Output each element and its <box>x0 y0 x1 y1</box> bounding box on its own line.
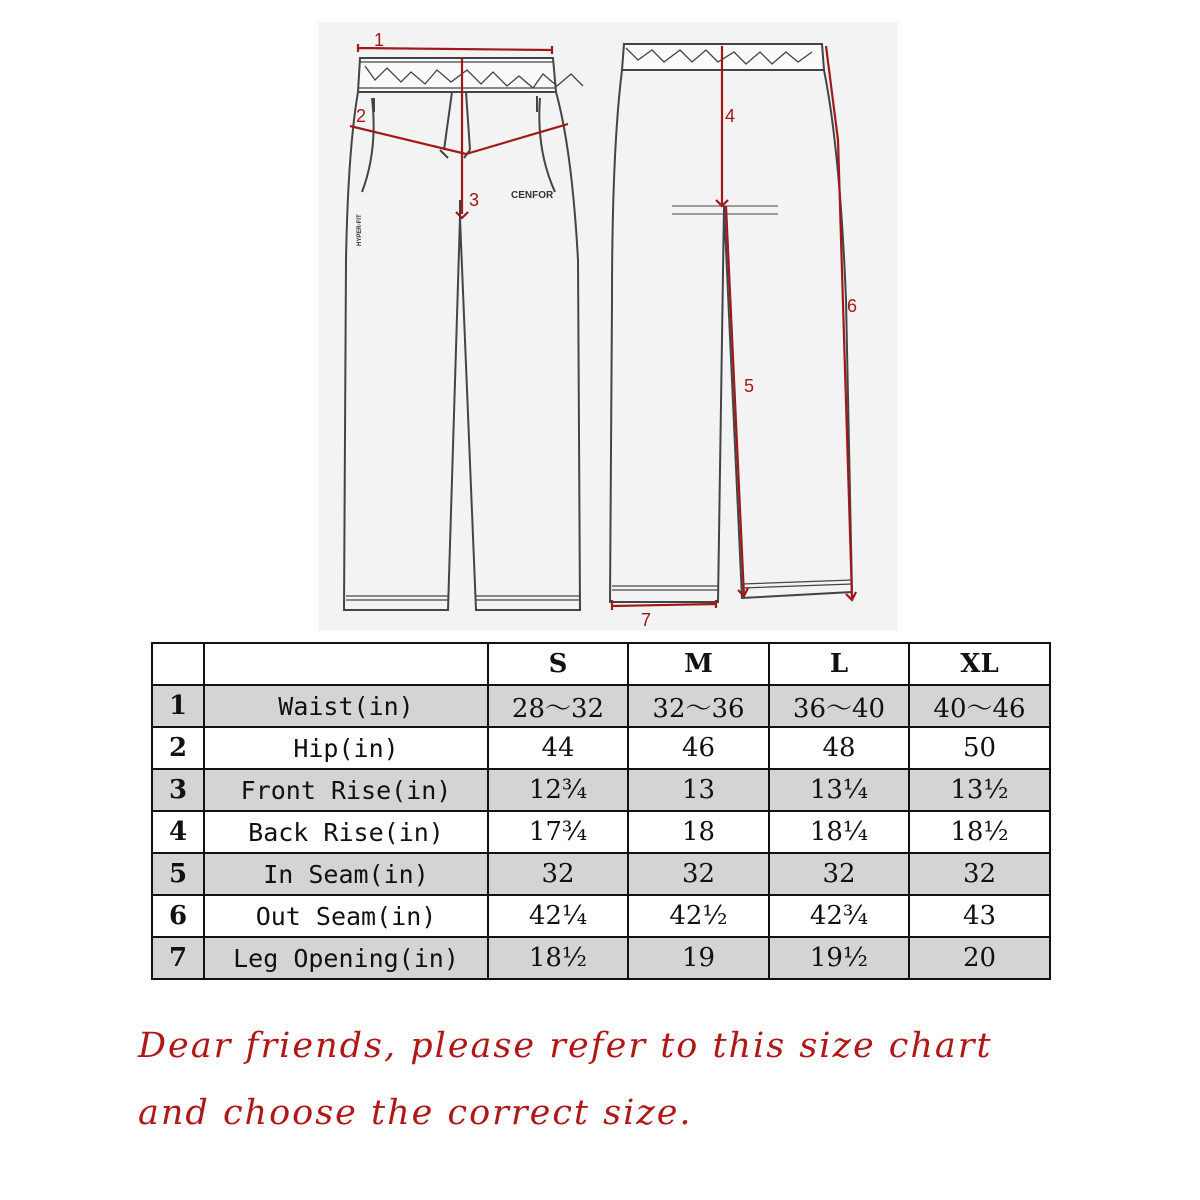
row-label: Waist(in) <box>204 685 488 727</box>
row-value: 13 <box>628 769 769 811</box>
table-row <box>152 853 1050 895</box>
header-cell-m: M <box>628 643 769 685</box>
note-line-1: Dear friends, please refer to this size chart <box>138 1026 993 1066</box>
header-cell-label <box>204 643 488 685</box>
marker-2: 2 <box>356 106 367 126</box>
header-cell-num <box>152 643 204 685</box>
marker-1: 1 <box>374 30 385 50</box>
brand-logo: CENFOR <box>511 190 554 201</box>
table-row <box>152 811 1050 853</box>
row-value: 32 <box>769 853 909 895</box>
row-value: 12¾ <box>488 769 628 811</box>
row-number: 3 <box>152 769 204 811</box>
row-value: 18¼ <box>769 811 909 853</box>
marker-3: 3 <box>469 190 480 210</box>
note-line-2: and choose the correct size. <box>138 1093 693 1133</box>
table-row <box>152 685 1050 727</box>
size-table <box>151 642 1051 980</box>
row-number: 4 <box>152 811 204 853</box>
row-number: 7 <box>152 937 204 979</box>
table-row <box>152 727 1050 769</box>
row-value: 28～32 <box>488 685 628 727</box>
row-value: 46 <box>628 727 769 769</box>
row-value: 32 <box>488 853 628 895</box>
row-value: 42½ <box>628 895 769 937</box>
row-value: 50 <box>909 727 1050 769</box>
row-number: 5 <box>152 853 204 895</box>
row-value: 19 <box>628 937 769 979</box>
row-value: 44 <box>488 727 628 769</box>
row-number: 6 <box>152 895 204 937</box>
marker-7: 7 <box>641 610 652 630</box>
header-cell-xl: XL <box>909 643 1050 685</box>
row-value: 36～40 <box>769 685 909 727</box>
row-value: 43 <box>909 895 1050 937</box>
row-value: 19½ <box>769 937 909 979</box>
header-cell-l: L <box>769 643 909 685</box>
row-value: 18½ <box>488 937 628 979</box>
row-label: Hip(in) <box>204 727 488 769</box>
table-row <box>152 895 1050 937</box>
row-value: 17¾ <box>488 811 628 853</box>
header-cell-s: S <box>488 643 628 685</box>
table-row <box>152 937 1050 979</box>
row-label: Leg Opening(in) <box>204 937 488 979</box>
row-number: 2 <box>152 727 204 769</box>
row-value: 48 <box>769 727 909 769</box>
row-value: 32 <box>909 853 1050 895</box>
side-print-text: HYPER-FIT <box>357 214 363 246</box>
row-label: In Seam(in) <box>204 853 488 895</box>
row-value: 18 <box>628 811 769 853</box>
row-value: 18½ <box>909 811 1050 853</box>
row-label: Out Seam(in) <box>204 895 488 937</box>
row-label: Front Rise(in) <box>204 769 488 811</box>
row-value: 32 <box>628 853 769 895</box>
row-label: Back Rise(in) <box>204 811 488 853</box>
row-value: 40～46 <box>909 685 1050 727</box>
marker-6: 6 <box>847 296 858 316</box>
row-number: 1 <box>152 685 204 727</box>
row-value: 32～36 <box>628 685 769 727</box>
marker-5: 5 <box>744 376 755 396</box>
row-value: 13¼ <box>769 769 909 811</box>
row-value: 20 <box>909 937 1050 979</box>
row-value: 42¾ <box>769 895 909 937</box>
row-value: 42¼ <box>488 895 628 937</box>
table-row <box>152 769 1050 811</box>
marker-4: 4 <box>725 106 736 126</box>
row-value: 13½ <box>909 769 1050 811</box>
table-header-row <box>152 643 1050 685</box>
diagram-background <box>318 22 898 630</box>
